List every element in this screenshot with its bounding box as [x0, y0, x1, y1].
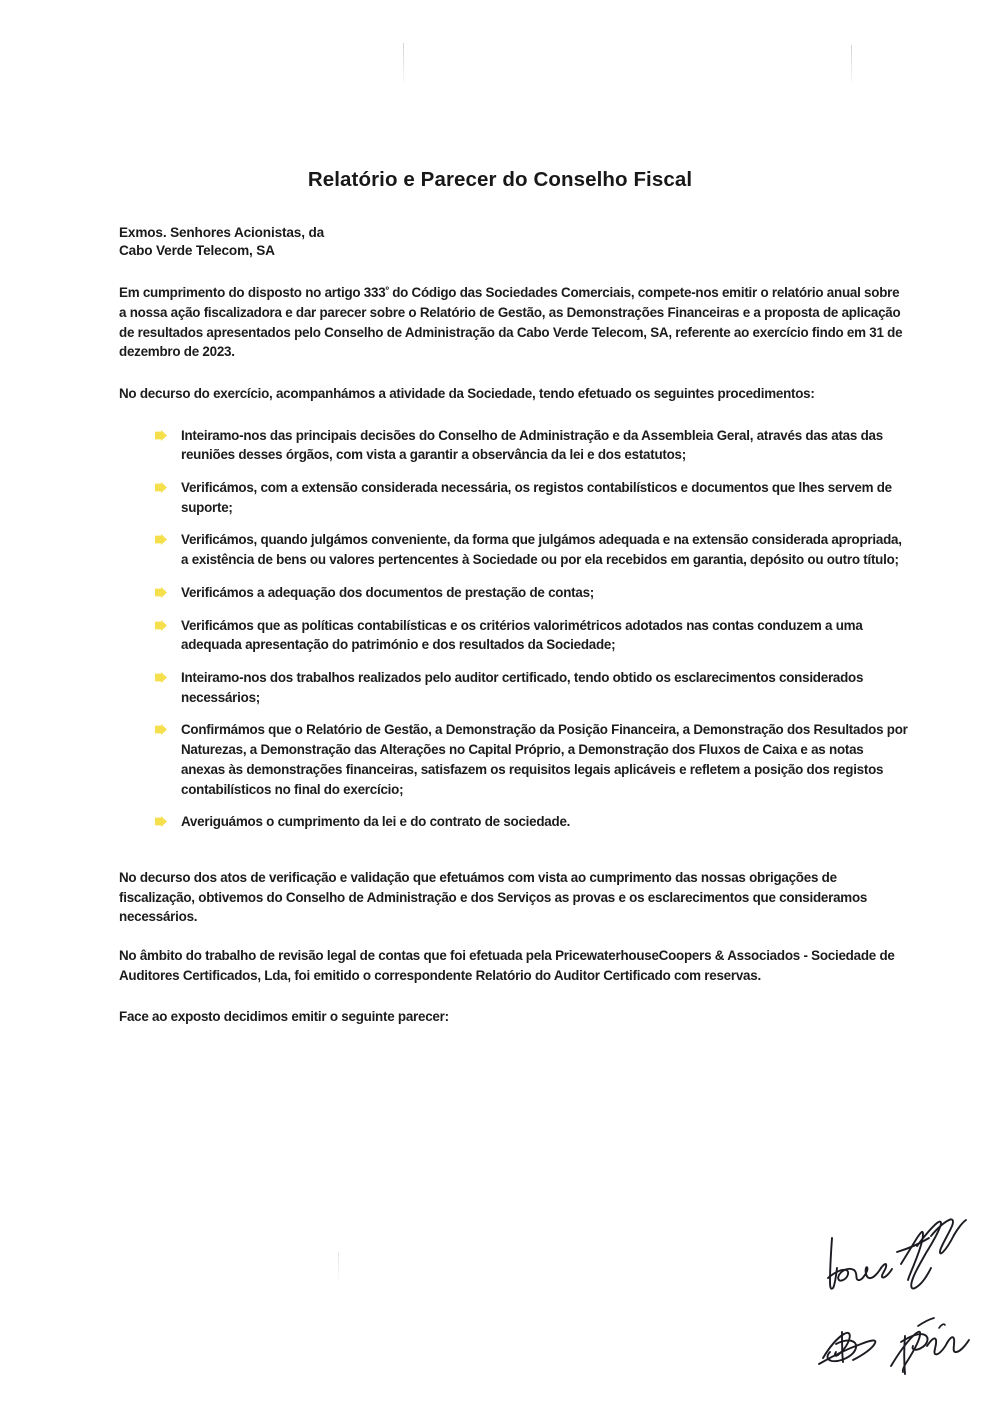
procedures-list [119, 426, 908, 832]
list-item-text: Confirmámos que o Relatório de Gestão, a Demonstração da Posição Financeira, a Demonstração dos Resultados por Naturezas, a Demonstração das Alterações no Capital Próprio, a Demonstração dos Fluxos de Caixa e as notas anexas às demonstrações financeiras, satisfazem os requisitos legais aplicáveis e refletem a posição dos registos contabilísticos no final do exercício; [181, 722, 908, 797]
scan-artifact [851, 45, 852, 83]
list-item-text: Verificámos, quando julgámos conveniente, da forma que julgámos adequada e na extensão considerada apropriada, a existência de bens ou valores pertencentes à Sociedade ou por ela recebidos em garantia, depósito ou outro título; [181, 532, 902, 568]
list-item-text: Inteiramo-nos das principais decisões do Conselho de Administração e da Assembleia Geral, através das atas das reuniões desses órgãos, com vista a garantir a observância da lei e dos estatutos; [181, 427, 883, 463]
addressee-block [119, 224, 908, 260]
arrow-right-bullet-icon [155, 672, 167, 683]
addressee-line-2: Cabo Verde Telecom, SA [119, 243, 275, 259]
intro-text-before-ordinal: Em cumprimento do disposto no artigo 333 [119, 285, 386, 301]
list-item-text: Verificámos a adequação dos documentos de prestação de contas; [181, 584, 595, 600]
list-item [119, 668, 908, 707]
list-item [119, 426, 908, 465]
arrow-right-bullet-icon [155, 724, 167, 735]
closing-paragraph-1: No decurso dos atos de verificação e validação que efetuámos com vista ao cumprimento das nossas obrigações de fiscalização, obtivemos do Conselho de Administração e dos Serviços as provas e os esclarecimentos que consideramos necessários. [119, 869, 868, 925]
arrow-right-bullet-icon [155, 816, 167, 827]
arrow-right-bullet-icon [155, 587, 167, 598]
closing-paragraph-2: No âmbito do trabalho de revisão legal de contas que foi efetuada pela PricewaterhouseCoopers & Associados - Sociedade de Auditores Certificados, Lda, foi emitido o correspondente Relatório do Auditor Certificado com reservas. [119, 948, 895, 983]
signature-top-right [897, 1219, 966, 1288]
closing-paragraphs [119, 868, 908, 986]
final-statement: Face ao exposto decidimos emitir o seguinte parecer: [119, 1009, 449, 1025]
arrow-right-bullet-icon [155, 534, 167, 545]
list-item-text: Verificámos, com a extensão considerada necessária, os registos contabilísticos e documentos que lhes servem de suporte; [181, 480, 892, 515]
procedures-lead-paragraph: No decurso do exercício, acompanhámos a atividade da Sociedade, tendo efetuado os seguintes procedimentos: [119, 385, 815, 401]
list-item [119, 616, 908, 655]
ordinal-marker: º [385, 285, 389, 297]
signature-bottom-left [819, 1332, 875, 1364]
list-item-text: Inteiramo-nos dos trabalhos realizados pelo auditor certificado, tendo obtido os esclarecimentos considerados necessários; [181, 670, 864, 705]
final-statement-block [119, 1007, 908, 1027]
intro-paragraph [119, 283, 908, 362]
scan-artifact [403, 43, 404, 83]
list-item [119, 720, 908, 799]
page-title: Relatório e Parecer do Conselho Fiscal [307, 168, 693, 191]
signature-block [805, 1218, 985, 1383]
intro-text-after-ordinal: do Código das Sociedades Comerciais, compete-nos emitir o relatório anual sobre a nossa ação fiscalizadora e dar parecer sobre o Relatório de Gestão, as Demonstrações Financeiras e a proposta de aplicação de resultados apresentados pelo Conselho de Administração da Cabo Verde Telecom, SA, referente ao exercício findo em 31 de dezembro de 2023. [119, 285, 903, 360]
list-item [119, 478, 908, 517]
signature-top-left [828, 1238, 892, 1289]
list-item-text: Averiguámos o cumprimento da lei e do contrato de sociedade. [181, 814, 571, 830]
arrow-right-bullet-icon [155, 482, 167, 493]
list-item [119, 812, 908, 832]
addressee-line-1: Exmos. Senhores Acionistas, da [119, 225, 325, 240]
list-item [119, 530, 908, 569]
signature-bottom-right [891, 1318, 969, 1374]
arrow-right-bullet-icon [155, 430, 167, 441]
list-item-text: Verificámos que as políticas contabilísticas e os critérios valorimétricos adotados nas contas conduzem a uma adequada apresentação do património e dos resultados da Sociedade; [181, 617, 863, 653]
arrow-right-bullet-icon [155, 620, 167, 631]
scan-artifact [338, 1252, 339, 1282]
list-item [119, 583, 908, 603]
document-body [119, 224, 908, 1045]
